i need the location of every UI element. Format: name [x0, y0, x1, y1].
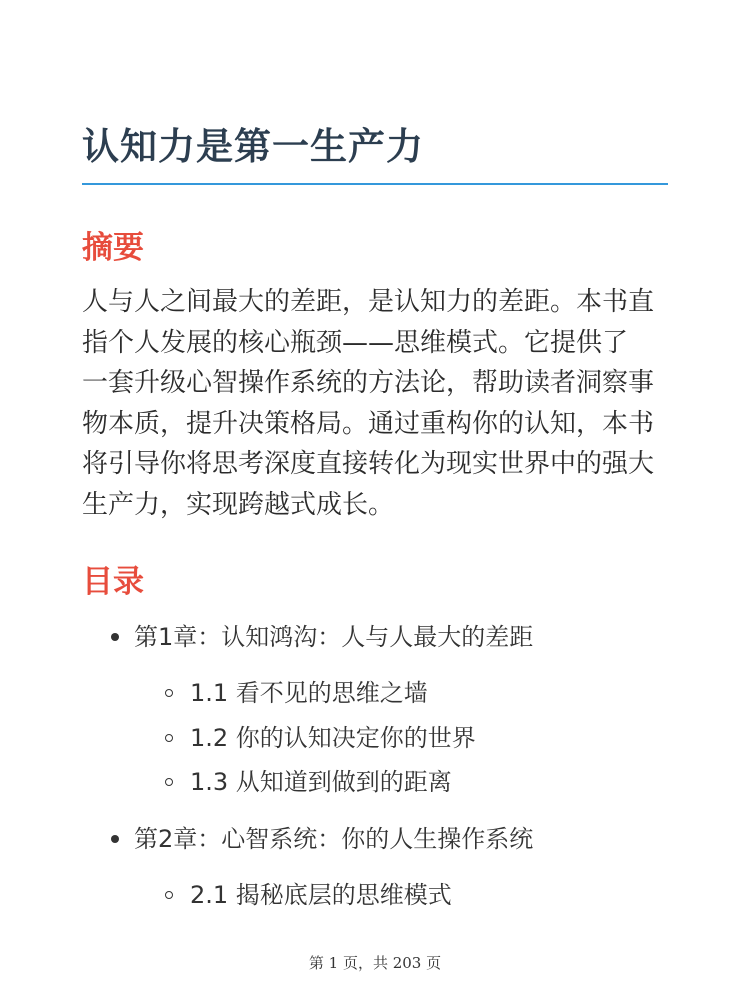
abstract-line: 人与人之间最大的差距，是认知力的差距。本书直	[82, 287, 655, 317]
page-title: 认知力是第一生产力	[82, 125, 424, 168]
abstract-paragraph	[82, 282, 672, 525]
abstract-line: 一套升级心智操作系统的方法论，帮助读者洞察事	[82, 368, 655, 398]
toc-section-1-1[interactable]: 1.1 看不见的思维之墙	[190, 679, 428, 707]
toc-heading: 目录	[82, 564, 144, 600]
bullet-circle-icon	[165, 778, 173, 786]
abstract-line: 生产力，实现跨越式成长。	[82, 489, 395, 520]
bullet-dot-icon	[111, 835, 119, 843]
abstract-line: 指个人发展的核心瓶颈——思维模式。它提供了	[82, 327, 629, 358]
toc-chapter-1[interactable]: 第1章：认知鸿沟：人与人最大的差距	[134, 623, 534, 651]
bullet-circle-icon	[165, 891, 173, 899]
title-divider	[82, 183, 668, 185]
abstract-line: 将引导你将思考深度直接转化为现实世界中的强大	[82, 449, 655, 479]
toc-section-1-3[interactable]: 1.3 从知道到做到的距离	[190, 768, 452, 796]
toc-section-1-2[interactable]: 1.2 你的认知决定你的世界	[190, 724, 476, 752]
bullet-circle-icon	[165, 734, 173, 742]
toc-section-2-1[interactable]: 2.1 揭秘底层的思维模式	[190, 881, 452, 909]
abstract-line: 物本质，提升决策格局。通过重构你的认知，本书	[82, 408, 655, 439]
abstract-heading: 摘要	[82, 230, 144, 266]
bullet-circle-icon	[165, 689, 173, 697]
toc-chapter-2[interactable]: 第2章：心智系统：你的人生操作系统	[134, 825, 534, 853]
page-number: 第 1 页，共 203 页	[308, 954, 442, 972]
bullet-dot-icon	[111, 633, 119, 641]
